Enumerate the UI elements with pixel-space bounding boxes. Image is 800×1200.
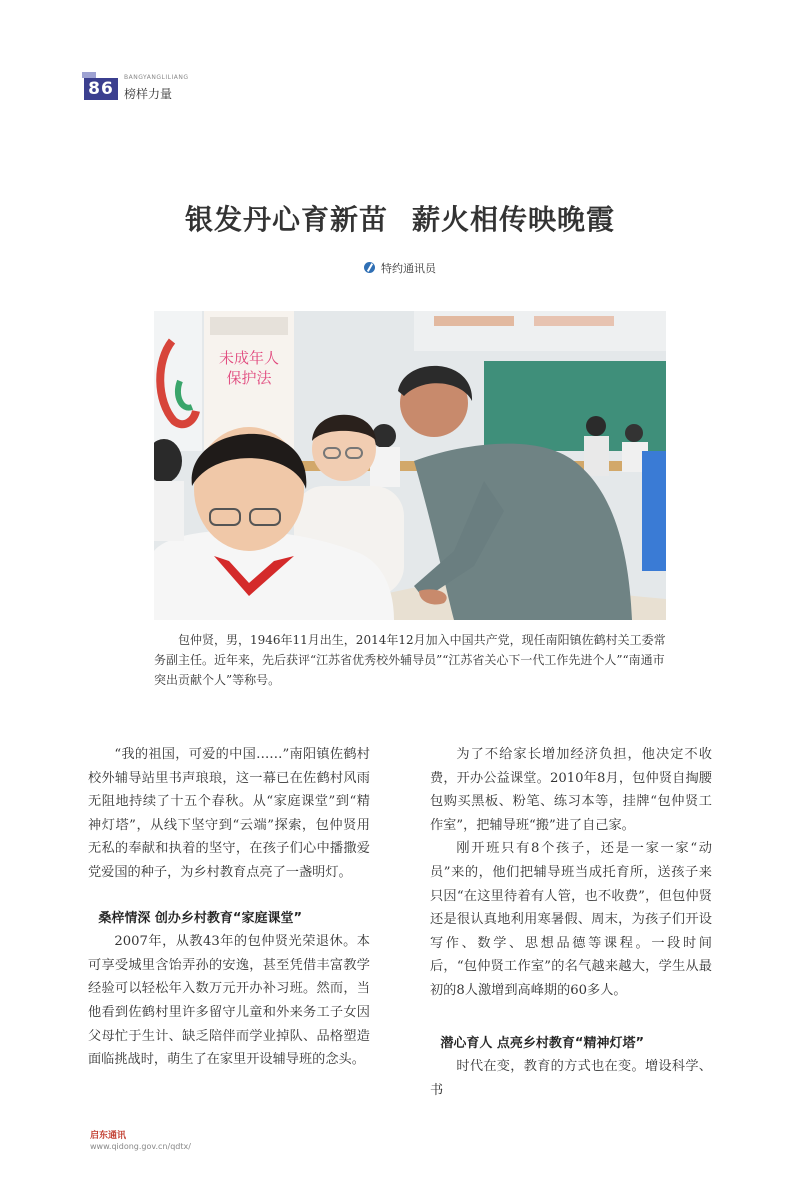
- paragraph: 时代在变，教育的方式也在变。增设科学、书: [430, 1059, 712, 1098]
- byline-text: 特约通讯员: [381, 262, 436, 275]
- paragraph: 2007年，从教43年的包仲贤光荣退休。本可享受城里含饴弄孙的安逸，甚至凭借丰富教学经验可以轻松年入数万元开办补习班。然而，当他看到佐鹤村里许多留守儿童和外来务工子女因父母忙于生计、缺乏陪伴而学业掉队、品格塑造面临挑战时，萌生了在家里开设辅导班的念头。: [88, 934, 370, 1068]
- page-footer: [90, 1128, 191, 1151]
- article-title-part2: 薪火相传映晚霞: [412, 203, 616, 236]
- footer-url[interactable]: www.qidong.gov.cn/qdtx/: [90, 1142, 191, 1151]
- pen-icon: [364, 262, 375, 273]
- paragraph: 刚开班只有8个孩子，还是一家一家“动员”来的，他们把辅导班当成托育所，送孩子来只因“在这里待着有人管，也不收费”，但包仲贤还是很认真地利用寒暑假、周末，为孩子们开设写作、数学、思想品德等课程。一段时间后，“包仲贤工作室”的名气越来越大，学生从最初的8人激增到高峰期的60多人。: [430, 841, 712, 998]
- section-heading: 潜心育人 点亮乡村教育“精神灯塔”: [440, 1035, 645, 1051]
- poster-text-2: 保护法: [226, 369, 272, 387]
- page-header: [84, 72, 284, 102]
- paragraph: “我的祖国，可爱的中国……”南阳镇佐鹤村校外辅导站里书声琅琅，这一幕已在佐鹤村风雨无阻地持续了十五个春秋。从“家庭课堂”到“精神灯塔”，从线下坚守到“云端”探索，包仲贤用无私的奉献和执着的坚守，在孩子们心中播撒爱党爱国的种子，为乡村教育点亮了一盏明灯。: [88, 747, 370, 880]
- page-number: 86: [84, 78, 118, 100]
- article-photo: [154, 311, 666, 620]
- article-title: [0, 198, 800, 238]
- footer-brand: 启东通讯: [90, 1131, 127, 1141]
- paragraph: 为了不给家长增加经济负担，他决定不收费，开办公益课堂。2010年8月，包仲贤自掏腰包购买黑板、粉笔、练习本等，挂牌“包仲贤工作室”，把辅导班“搬”进了自己家。: [430, 747, 712, 833]
- section-name-en: BANGYANGLILIANG: [124, 74, 189, 81]
- article-column-right: [430, 743, 712, 1102]
- article-title-part1: 银发丹心育新苗: [184, 203, 388, 236]
- section-heading: 桑梓情深 创办乡村教育“家庭课堂”: [98, 910, 303, 926]
- article-column-left: [88, 743, 370, 1072]
- byline: [0, 260, 800, 276]
- poster-text-1: 未成年人: [218, 349, 280, 367]
- photo-caption: 包仲贤，男，1946年11月出生，2014年12月加入中国共产党，现任南阳镇佐鹤村关工委常务副主任。近年来，先后获评“江苏省优秀校外辅导员”“江苏省关心下一代工作先进个人”“南通市突出贡献个人”等称号。: [154, 633, 666, 687]
- section-name-cn: 榜样力量: [124, 87, 173, 101]
